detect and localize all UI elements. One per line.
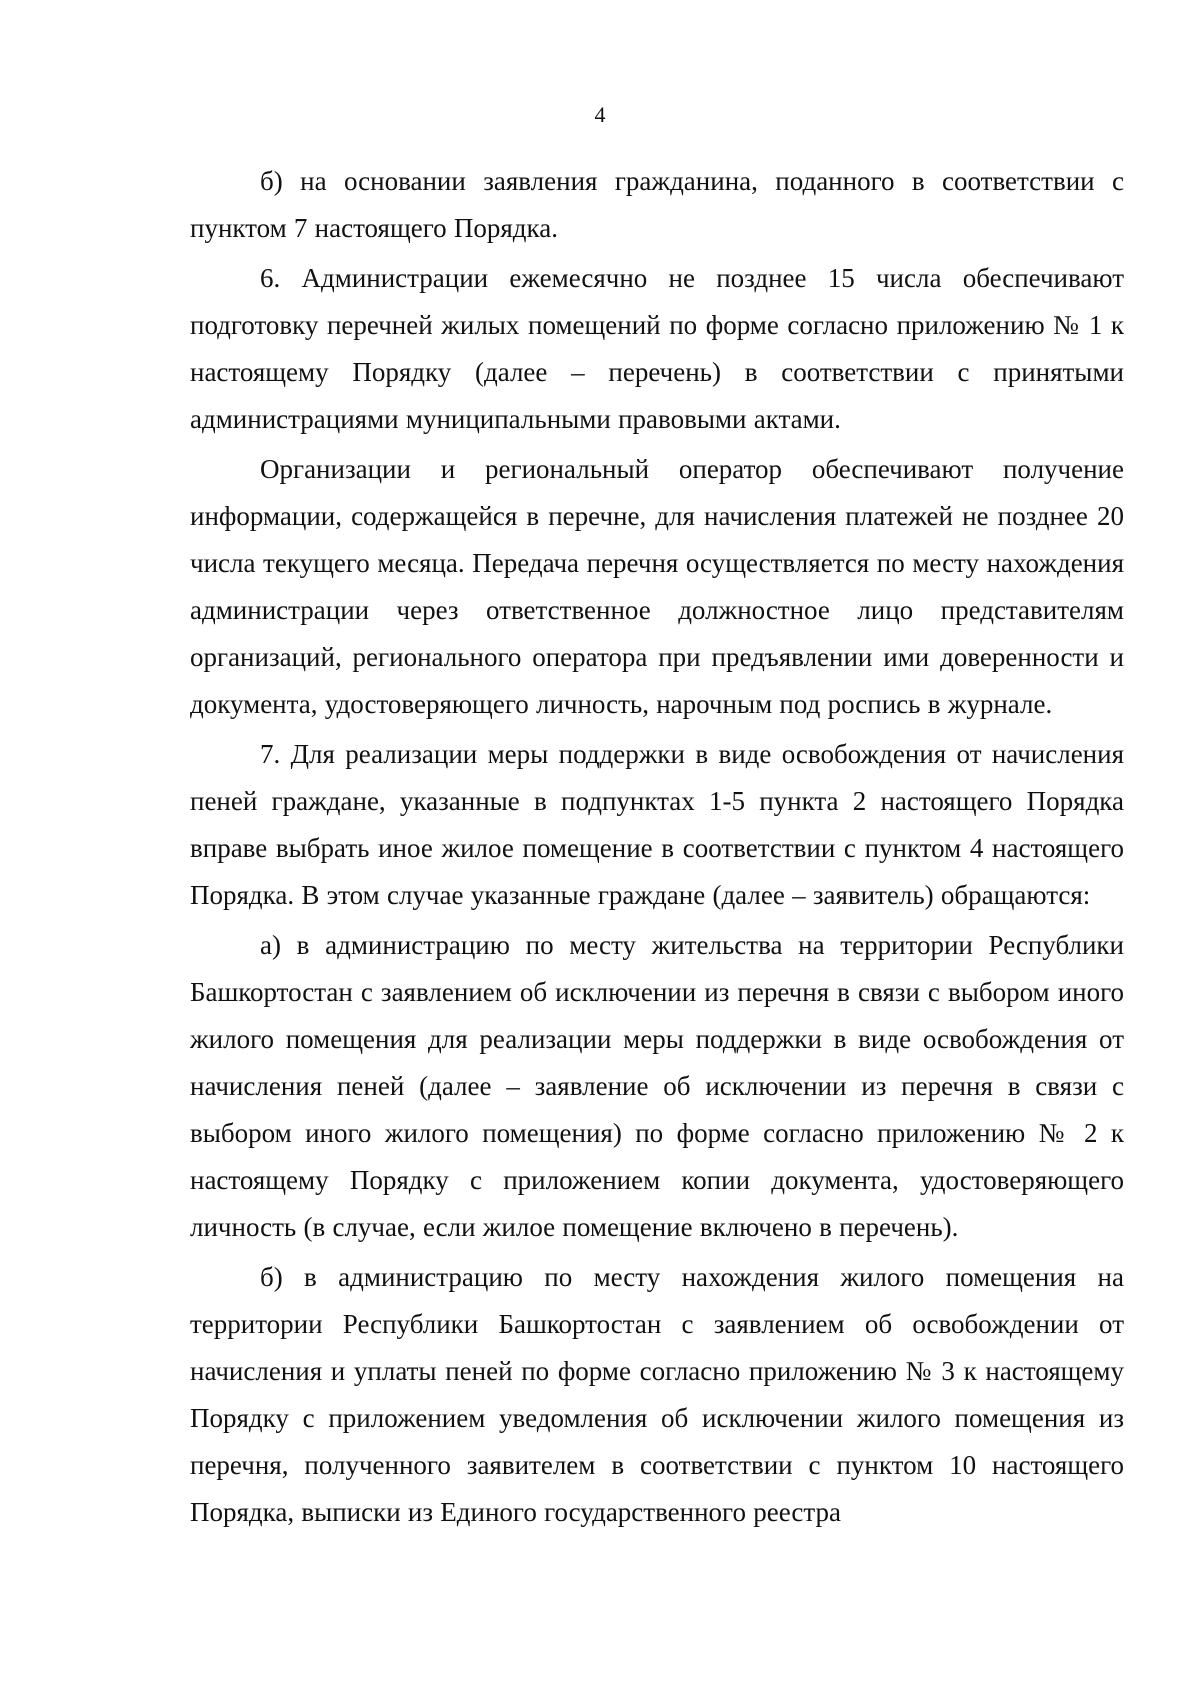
paragraph-1: б) на основании заявления гражданина, поданного в соответствии с пунктом 7 настоящего Порядка. [190,166,1124,243]
paragraph-2: 6. Администрации ежемесячно не позднее 15 числа обеспечивают подготовку перечней жилых помещений по форме согласно приложению № 1 к настоящему Порядку (далее – перечень) в соответствии с принятыми администрациями муниципальными правовыми актами. [190,263,1124,434]
page-number: 4 [594,102,606,127]
document-content [190,158,1124,1539]
paragraph-5: а) в администрацию по месту жительства на территории Республики Башкортостан с заявлением об исключении из перечня в связи с выбором иного жилого помещения для реализации меры поддержки в виде освобождения от начисления пеней (далее – заявление об исключении из перечня в связи с выбором иного жилого помещения) по форме согласно приложению № 2 к настоящему Порядку с приложением копии документа, удостоверяющего личность (в случае, если жилое помещение включено в перечень). [190,930,1124,1242]
paragraph-3: Организации и региональный оператор обеспечивают получение информации, содержащейся в перечне, для начисления платежей не позднее 20 числа текущего месяца. Передача перечня осуществляется по месту нахождения администрации через ответственное должностное лицо представителям организаций, регионального оператора при предъявлении ими доверенности и документа, удостоверяющего личность, нарочным под роспись в журнале. [190,454,1124,719]
paragraph-4: 7. Для реализации меры поддержки в виде освобождения от начисления пеней граждане, указанные в подпунктах 1-5 пункта 2 настоящего Порядка вправе выбрать иное жилое помещение в соответствии с пунктом 4 настоящего Порядка. В этом случае указанные граждане (далее – заявитель) обращаются: [190,739,1124,910]
paragraph-6: б) в администрацию по месту нахождения жилого помещения на территории Республики Башкортостан с заявлением об освобождении от начисления и уплаты пеней по форме согласно приложению № 3 к настоящему Порядку с приложением уведомления об исключении жилого помещения из перечня, полученного заявителем в соответствии с пунктом 10 настоящего Порядка, выписки из Единого государственного реестра [190,1262,1124,1527]
